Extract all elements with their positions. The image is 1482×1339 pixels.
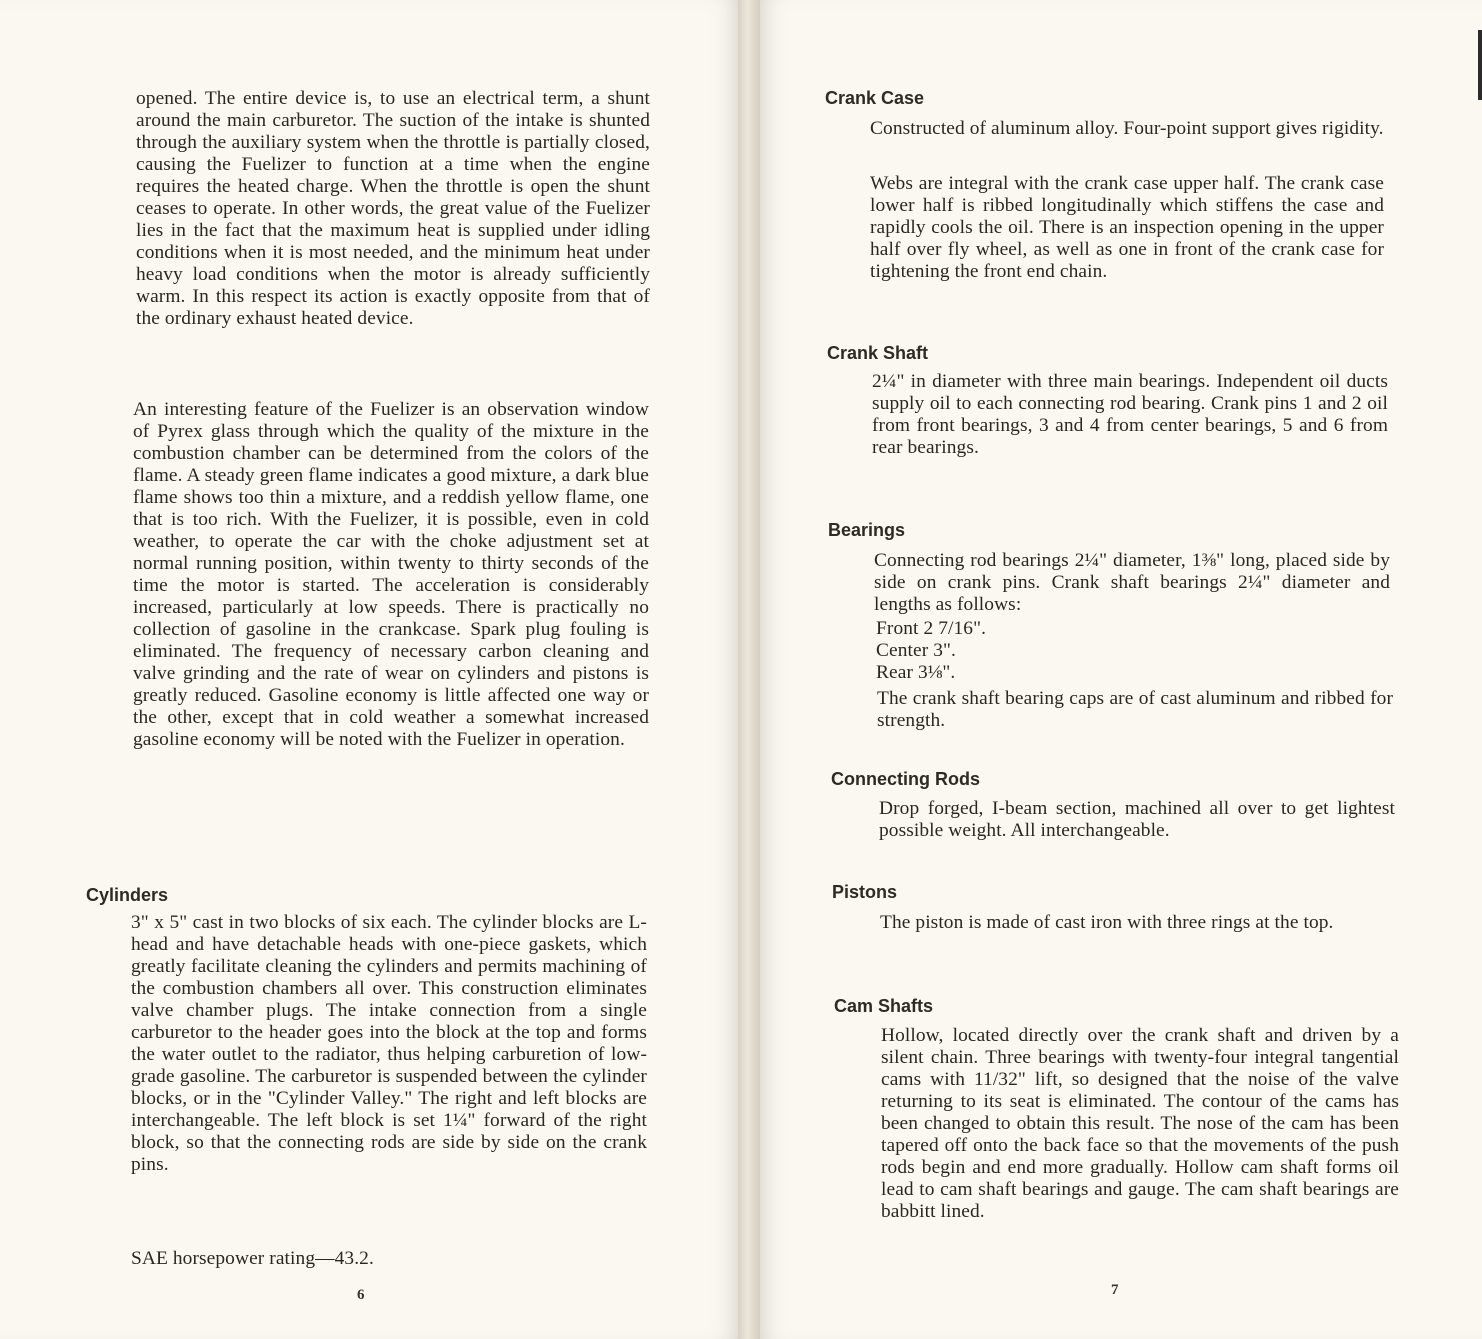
bearing-front-length: Front 2 7/16". — [876, 618, 987, 639]
connecting-rods-text: Drop forged, I-beam section, machined all over to get lightest possible weight. All interchangeable. — [879, 798, 1395, 841]
cylinders-text: 3" x 5" cast in two blocks of six each. The cylinder blocks are L-head and have detachable heads with one-piece gaskets, which greatly facilitate cleaning the cylinders and permits machining of the combustion chambers all over. This construction eliminates valve chamber plugs. The intake connection from a single carburetor to the header goes into the block at the top and forms the water outlet to the radiator, thus helping carburetion of low-grade gasoline. The carburetor is suspended between the cylinder blocks, or in the "Cylinder Valley." The right and left blocks are interchangeable. The left block is set 1¼" forward of the right block, so that the connecting rods are side by side on the crank pins. — [131, 912, 647, 1175]
pistons-heading: Pistons — [832, 882, 898, 902]
sae-horsepower-rating: SAE horsepower rating—43.2. — [131, 1248, 374, 1269]
bearings-heading: Bearings — [828, 520, 906, 540]
page-number-left: 6 — [357, 1287, 365, 1303]
crank-shaft-heading: Crank Shaft — [827, 343, 929, 363]
fuelizer-paragraph-2: An interesting feature of the Fuelizer is an observation window of Pyrex glass through which the quality of the mixture in the combustion chamber can be determined from the colors of the flame. A steady green flame indicates a good mixture, a dark blue flame shows too thin a mixture, and a reddish yellow flame, one that is too rich. With the Fuelizer, it is possible, even in cold weather, to operate the car with the choke adjustment set at normal running position, within twenty to thirty seconds of the time the motor is started. The acceleration is considerably increased, particularly at low speeds. There is practically no collection of gasoline in the crankcase. Spark plug fouling is eliminated. The frequency of necessary carbon cleaning and valve grinding and the rate of wear on cylinders and pistons is greatly reduced. Gasoline economy is little affected one way or the other, except that in cold weather a somewhat increased gasoline economy will be noted with the Fuelizer in operation. — [133, 399, 649, 750]
bearing-caps-text: The crank shaft bearing caps are of cast aluminum and ribbed for strength. — [877, 688, 1393, 731]
crank-shaft-text: 2¼" in diameter with three main bearings. Independent oil ducts supply oil to each connecting rod bearing. Crank pins 1 and 2 oil from front bearings, 3 and 4 from center bearings, 5 and 6 from rear bearings. — [872, 371, 1388, 458]
crank-case-text-2: Webs are integral with the crank case upper half. The crank case lower half is ribbed longitudinally which stiffens the case and rapidly cools the oil. There is an inspection opening in the upper half over fly wheel, as well as one in front of the crank case for tightening the front end chain. — [870, 173, 1384, 282]
fuelizer-paragraph-1: opened. The entire device is, to use an electrical term, a shunt around the main carburetor. The suction of the intake is shunted through the auxiliary system when the throttle is partially closed, causing the Fuelizer to function at a time when the engine requires the heated charge. When the throttle is open the shunt ceases to operate. In other words, the great value of the Fuelizer lies in the fact that the maximum heat is supplied under idling conditions when it is most needed, and the minimum heat under heavy load conditions when the motor is already sufficiently warm. In this respect its action is exactly opposite from that of the ordinary exhaust heated device. — [136, 88, 650, 329]
bearing-center-length: Center 3". — [876, 640, 956, 661]
left-page — [0, 0, 738, 1339]
connecting-rods-heading: Connecting Rods — [831, 769, 980, 789]
page-edge-mark — [1478, 30, 1482, 100]
cylinders-heading: Cylinders — [86, 885, 169, 905]
bearings-intro: Connecting rod bearings 2¼" diameter, 1⅜" long, placed side by side on crank pins. Crank shaft bearings 2¼" diameter and lengths as follows: — [874, 550, 1390, 615]
crank-case-text-1: Constructed of aluminum alloy. Four-point support gives rigidity. — [870, 118, 1384, 139]
page-number-right: 7 — [1111, 1282, 1119, 1298]
book-gutter — [738, 0, 760, 1339]
crank-case-heading: Crank Case — [825, 88, 925, 108]
cam-shafts-heading: Cam Shafts — [834, 996, 934, 1016]
bearing-rear-length: Rear 3⅛". — [876, 662, 956, 683]
cam-shafts-text: Hollow, located directly over the crank shaft and driven by a silent chain. Three bearings with twenty-four integral tangential cams with 11/32" lift, so designed that the noise of the valve returning to its seat is eliminated. The contour of the cams has been changed to obtain this result. The nose of the cam has been tapered off onto the back face so that the movements of the push rods begin and end more gradually. Hollow cam shaft forms oil lead to cam shaft bearings and gauge. The cam shaft bearings are babbitt lined. — [881, 1025, 1399, 1222]
pistons-text: The piston is made of cast iron with three rings at the top. — [880, 912, 1334, 933]
right-page — [760, 0, 1482, 1339]
